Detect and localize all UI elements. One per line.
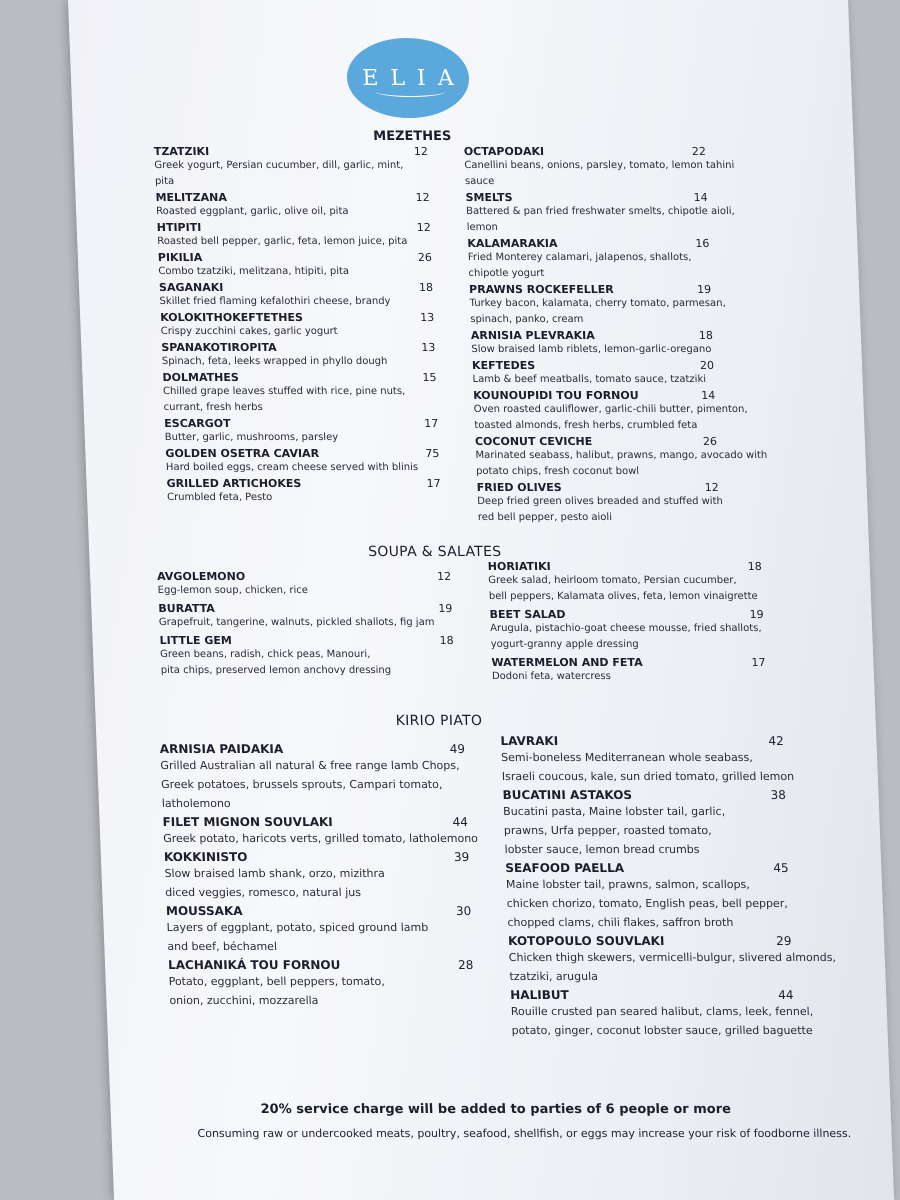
- menu-item-name: MELITZANA: [155, 191, 228, 204]
- menu-item-price: 19: [696, 283, 712, 296]
- menu-item-description: Fried Monterey calamari, jalapenos, shallots,: [467, 252, 692, 263]
- menu-item: [157, 570, 458, 599]
- menu-item: [465, 191, 767, 236]
- menu-item-price: 16: [695, 237, 710, 250]
- menu-item: [505, 861, 838, 932]
- menu-item-price: 39: [453, 850, 470, 864]
- menu-item-price: 18: [698, 329, 714, 342]
- menu-item-name: SPANAKOTIROPITA: [161, 341, 277, 354]
- menu-item-description: Arugula, pistachio-goat cheese mousse, fried shallots,: [489, 623, 762, 634]
- menu-item-price: 44: [452, 815, 469, 829]
- menu-item-price: 18: [439, 634, 454, 647]
- menu-item-name: FRIED OLIVES: [476, 481, 562, 494]
- menu-item-price: 12: [415, 191, 430, 204]
- menu-item-description: Hard boiled eggs, cream cheese served with blinis: [165, 462, 419, 473]
- menu-item: [472, 359, 773, 388]
- menu-item-description: spinach, panko, cream: [470, 314, 584, 325]
- menu-item-name: ESCARGOT: [164, 417, 231, 430]
- menu-item-name: KEFTEDES: [471, 359, 536, 372]
- menu-item-price: 26: [702, 435, 718, 448]
- menu-item-description: Green beans, radish, chick peas, Manouri,: [159, 649, 371, 660]
- menu-item: [160, 742, 493, 813]
- menu-item-description: currant, fresh herbs: [163, 402, 263, 413]
- menu-page: [68, 0, 894, 1200]
- menu-item: [162, 371, 437, 416]
- menu-item-description: Rouille crusted pan seared halibut, clams, leek, fennel,: [510, 1005, 814, 1018]
- menu-item: [473, 389, 775, 434]
- elia-logo: [345, 38, 470, 118]
- menu-item-description: Crumbled feta, Pesto: [166, 492, 273, 503]
- menu-item: [502, 788, 835, 859]
- menu-item-name: ARNISIA PLEVRAKIA: [470, 329, 595, 342]
- menu-item-name: MOUSSAKA: [165, 904, 243, 918]
- menu-item-name: AVGOLEMONO: [156, 570, 246, 583]
- menu-item: [168, 958, 500, 1010]
- menu-item-description: and beef, béchamel: [167, 940, 278, 953]
- menu-item-price: 18: [747, 560, 763, 573]
- service-charge-note: 20% service charge will be added to parties of 6 people or more: [260, 1102, 732, 1117]
- menu-item-price: 29: [775, 934, 792, 948]
- menu-item: [467, 237, 769, 282]
- menu-item: [153, 145, 429, 190]
- menu-item-description: Combo tzatziki, melitzana, htipiti, pita: [158, 266, 350, 277]
- menu-item-description: Egg-lemon soup, chicken, rice: [157, 585, 309, 596]
- menu-item-description: Roasted bell pepper, garlic, feta, lemon juice, pita: [157, 236, 408, 247]
- menu-item: [471, 329, 772, 358]
- menu-item-price: 12: [413, 145, 429, 158]
- menu-item: [164, 417, 439, 446]
- menu-item: [159, 311, 435, 340]
- soupa-left-column: [157, 570, 461, 682]
- menu-item-name: GRILLED ARTICHOKES: [166, 477, 302, 490]
- menu-item: [469, 283, 771, 328]
- menu-item: [156, 221, 431, 250]
- menu-item-price: 20: [699, 359, 715, 372]
- section-title-soupa: SOUPA & SALATES: [367, 544, 502, 560]
- logo-swoosh: [375, 86, 445, 97]
- menu-item-description: Lamb & beef meatballs, tomato sauce, tzatziki: [472, 374, 707, 385]
- menu-item-description: Turkey bacon, kalamata, cherry tomato, parmesan,: [469, 298, 726, 309]
- menu-item-description: Greek potato, haricots verts, grilled tomato, latholemono: [162, 832, 479, 845]
- menu-item-description: Chicken thigh skewers, vermicelli-bulgur, slivered almonds,: [508, 951, 837, 964]
- menu-item-description: Israeli coucous, kale, sun dried tomato, grilled lemon: [501, 770, 795, 783]
- menu-item-name: BEET SALAD: [489, 608, 566, 621]
- menu-item: [158, 602, 459, 631]
- menu-item-description: Canellini beans, onions, parsley, tomato, lemon tahini sauce: [464, 160, 735, 187]
- menu-item-description: Bucatini pasta, Maine lobster tail, garlic,: [502, 805, 726, 818]
- soupa-right-column: [488, 560, 793, 688]
- menu-item-description: diced veggies, romesco, natural jus: [165, 886, 362, 899]
- menu-item-description: yogurt-granny apple dressing: [490, 639, 639, 650]
- menu-item-description: Roasted eggplant, garlic, olive oil, pita: [155, 206, 349, 217]
- menu-item-description: potato chips, fresh coconut bowl: [475, 466, 640, 477]
- menu-item-price: 13: [421, 341, 436, 354]
- menu-item-name: PIKILIA: [157, 251, 203, 264]
- menu-item-name: FILET MIGNON SOUVLAKI: [162, 815, 334, 829]
- menu-item: [500, 734, 832, 786]
- menu-item-price: 18: [418, 281, 434, 294]
- menu-item-name: GOLDEN OSETRA CAVIAR: [165, 447, 320, 460]
- menu-item-description: Skillet fried flaming kefalothiri cheese, brandy: [159, 296, 391, 307]
- menu-item-description: pita chips, preserved lemon anchovy dressing: [160, 665, 392, 676]
- menu-item-description: Deep fried green olives breaded and stuffed with: [477, 496, 724, 507]
- menu-item-name: ARNISIA PAIDAKIA: [159, 742, 284, 756]
- menu-item-price: 14: [700, 389, 716, 402]
- menu-item-price: 75: [425, 447, 440, 460]
- menu-item-description: Crispy zucchini cakes, garlic yogurt: [160, 326, 338, 337]
- menu-item-price: 17: [426, 477, 441, 490]
- section-title-kirio: KIRIO PIATO: [395, 713, 483, 729]
- menu-item: [165, 447, 440, 476]
- menu-item-description: tzatziki, arugula: [509, 970, 599, 983]
- menu-item-description: Slow braised lamb riblets, lemon-garlic-oregano: [471, 344, 712, 355]
- menu-item: [476, 481, 778, 526]
- menu-item-name: HTIPITI: [156, 221, 202, 234]
- menu-item-price: 17: [424, 417, 439, 430]
- menu-item-name: SEAFOOD PAELLA: [505, 861, 625, 875]
- menu-item-description: red bell pepper, pesto aioli: [477, 512, 613, 523]
- menu-item-name: SMELTS: [465, 191, 513, 204]
- menu-item-name: KOLOKITHOKEFTETHES: [159, 311, 304, 324]
- menu-item: [510, 988, 842, 1040]
- menu-item-name: HALIBUT: [509, 988, 570, 1002]
- menu-item-price: 19: [749, 608, 764, 621]
- logo-text: ELIA: [361, 65, 467, 91]
- foodborne-warning: Consuming raw or undercooked meats, poultry, seafood, shellfish, or eggs may increase your risk of foodborne illness.: [197, 1127, 852, 1140]
- menu-item-name: LITTLE GEM: [159, 634, 233, 647]
- menu-item-price: 42: [768, 734, 785, 748]
- menu-item-description: Grapefruit, tangerine, walnuts, pickled shallots, fig jam: [158, 617, 435, 628]
- menu-item-description: Grilled Australian all natural & free range lamb Chops,: [160, 759, 460, 772]
- menu-item-price: 49: [449, 742, 466, 756]
- menu-item-description: chopped clams, chili flakes, saffron broth: [507, 916, 734, 929]
- menu-item: [508, 934, 840, 986]
- menu-item-name: BUCATINI ASTAKOS: [502, 788, 633, 802]
- menu-item-description: toasted almonds, fresh herbs, crumbled feta: [474, 420, 698, 431]
- menu-item-description: Layers of eggplant, potato, spiced ground lamb: [166, 921, 429, 934]
- menu-item-description: Chilled grape leaves stuffed with rice, pine nuts,: [162, 386, 406, 397]
- menu-item-description: chipotle yogurt: [468, 268, 545, 279]
- menu-item-price: 30: [455, 904, 472, 918]
- menu-item-name: KALAMARAKIA: [467, 237, 558, 250]
- menu-item-price: 45: [773, 861, 789, 875]
- menu-item-description: Butter, garlic, mushrooms, parsley: [164, 432, 339, 443]
- menu-item-description: chicken chorizo, tomato, English peas, bell pepper,: [506, 897, 788, 910]
- menu-item-description: Oven roasted cauliflower, garlic-chili butter, pimenton,: [473, 404, 748, 415]
- menu-item: [164, 850, 496, 902]
- menu-item-price: 13: [419, 311, 435, 324]
- menu-item: [157, 251, 433, 280]
- menu-item: [489, 608, 791, 653]
- kirio-left-column: [160, 742, 500, 1012]
- menu-item: [159, 634, 461, 679]
- menu-item-price: 22: [691, 145, 707, 158]
- menu-item-price: 19: [438, 602, 453, 615]
- menu-item-name: KOUNOUPIDI TOU FORNOU: [472, 389, 639, 402]
- menu-item-description: onion, zucchini, mozzarella: [169, 994, 319, 1007]
- menu-item: [464, 145, 766, 190]
- menu-item-price: 12: [704, 481, 719, 494]
- menu-item: [488, 560, 790, 605]
- menu-item-name: PRAWNS ROCKEFELLER: [468, 283, 614, 296]
- menu-item-description: Greek salad, heirloom tomato, Persian cucumber,: [488, 575, 737, 586]
- menu-item-price: 26: [417, 251, 433, 264]
- menu-item-name: SAGANAKI: [158, 281, 224, 294]
- menu-item-price: 38: [770, 788, 787, 802]
- menu-item: [166, 904, 498, 956]
- menu-item-price: 14: [693, 191, 708, 204]
- menu-item-description: lobster sauce, lemon bread crumbs: [504, 843, 700, 856]
- mezethes-left-column: [153, 145, 441, 507]
- menu-item-name: HORIATIKI: [487, 560, 552, 573]
- menu-item-description: Dodoni feta, watercress: [491, 671, 612, 682]
- menu-item-name: DOLMATHES: [162, 371, 240, 384]
- menu-item-description: prawns, Urfa pepper, roasted tomato,: [503, 824, 712, 837]
- menu-item-description: Greek potatoes, brussels sprouts, Campari tomato, latholemono: [160, 778, 443, 810]
- kirio-right-column: [500, 734, 842, 1042]
- mezethes-right-column: [464, 145, 779, 527]
- menu-item-description: Greek yogurt, Persian cucumber, dill, garlic, mint, pita: [154, 160, 404, 187]
- menu-item-price: 28: [457, 958, 474, 972]
- menu-item-description: potato, ginger, coconut lobster sauce, grilled baguette: [511, 1024, 813, 1037]
- menu-item-name: LACHANIKÁ TOU FORNOU: [167, 958, 341, 972]
- menu-item-description: Marinated seabass, halibut, prawns, mango, avocado with: [475, 450, 768, 461]
- menu-item: [161, 341, 436, 370]
- menu-item-price: 12: [416, 221, 431, 234]
- menu-item-name: KOTOPOULO SOUVLAKI: [507, 934, 665, 948]
- menu-item-description: bell peppers, Kalamata olives, feta, lemon vinaigrette: [488, 591, 758, 602]
- menu-item-name: KOKKINISTO: [163, 850, 248, 864]
- menu-item-name: WATERMELON AND FETA: [491, 656, 643, 669]
- menu-item-name: BURATTA: [158, 602, 216, 615]
- menu-item-description: Potato, eggplant, bell peppers, tomato,: [168, 975, 385, 988]
- menu-item: [162, 815, 493, 848]
- menu-item-name: LAVRAKI: [500, 734, 559, 748]
- section-title-mezethes: MEZETHES: [372, 129, 452, 144]
- menu-item: [166, 477, 441, 506]
- menu-item-price: 44: [777, 988, 794, 1002]
- menu-item-description: Spinach, feta, leeks wrapped in phyllo dough: [161, 356, 388, 367]
- menu-item-description: Battered & pan fried freshwater smelts, chipotle aioli, lemon: [465, 206, 735, 233]
- menu-item-price: 15: [422, 371, 437, 384]
- menu-item-description: Slow braised lamb shank, orzo, mizithra: [164, 867, 386, 880]
- menu-item: [491, 656, 792, 685]
- menu-item-name: TZATZIKI: [153, 145, 210, 158]
- menu-item: [158, 281, 434, 310]
- menu-item: [155, 191, 430, 220]
- menu-item-description: Maine lobster tail, prawns, salmon, scallops,: [505, 878, 750, 891]
- menu-item-price: 17: [751, 656, 766, 669]
- menu-item-name: COCONUT CEVICHE: [474, 435, 593, 448]
- menu-item-price: 12: [436, 570, 452, 583]
- menu-item-description: Semi-boneless Mediterranean whole seabass,: [500, 751, 753, 764]
- menu-item: [475, 435, 777, 480]
- menu-item-name: OCTAPODAKI: [463, 145, 545, 158]
